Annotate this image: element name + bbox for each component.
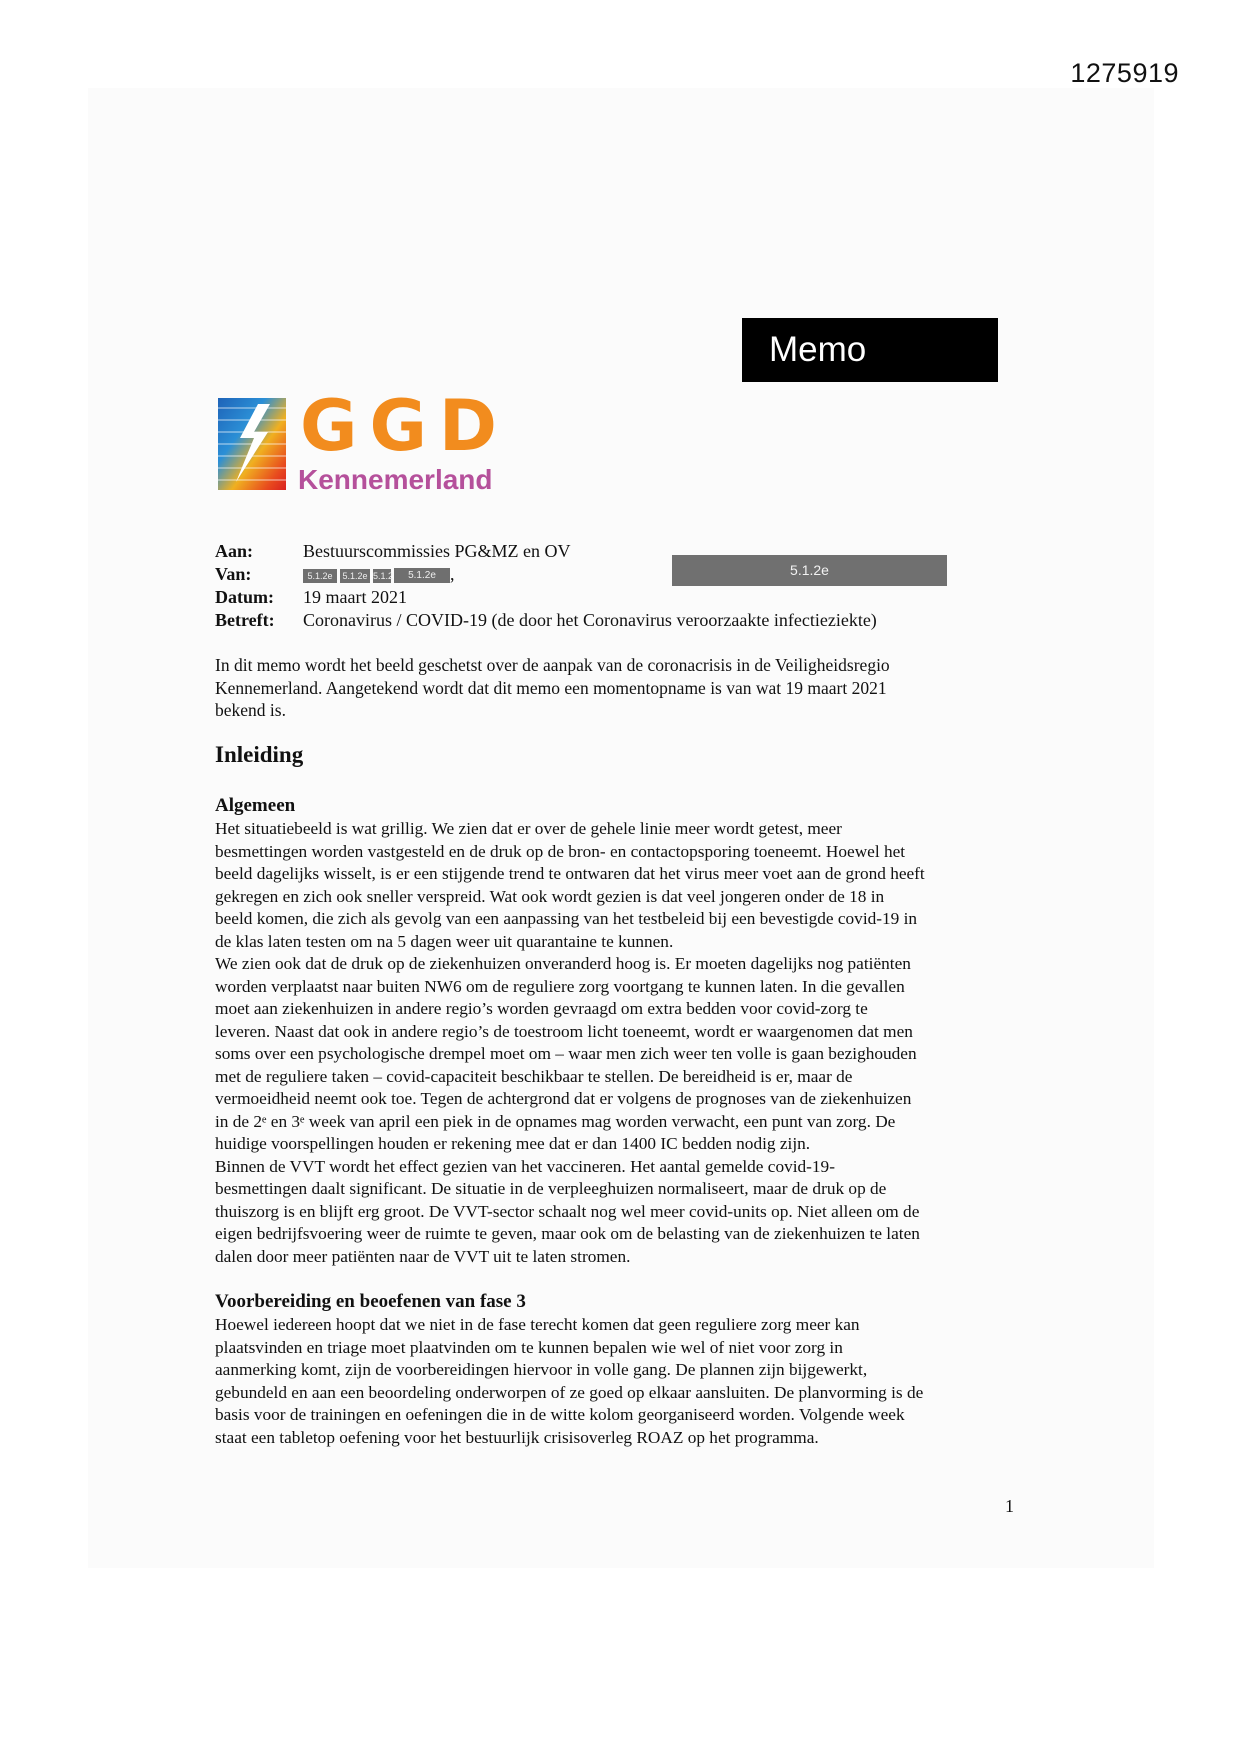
text-line: basis voor de trainingen en oefeningen die in de witte kolom georganiseerd worden. Volgende week — [215, 1405, 905, 1424]
text-line: thuiszorg is en blijft erg groot. De VVT-sector schaalt nog wel meer covid-units op. Niet alleen om de — [215, 1201, 920, 1221]
text-line: aanmerking komt, zijn de voorbereidingen hiervoor in volle gang. De plannen zijn bijgewerkt, — [215, 1360, 868, 1379]
datum-label: Datum: — [215, 587, 274, 607]
text-line: gekregen en zich ook sneller verspreid. Wat ook wordt gezien is dat veel jongeren onder de 18 in — [215, 886, 885, 906]
van-separator: , — [450, 564, 455, 584]
text-line: huidige voorspellingen houden er rekening mee dat er dan 1400 IC bedden nodig zijn. — [215, 1134, 811, 1153]
memo-label: Memo — [742, 318, 998, 382]
text-line: Kennemerland. Aangetekend wordt dat dit memo een momentopname is van wat 19 maart 2021 — [215, 677, 887, 698]
betreft-value: Coronavirus / COVID-19 (de door het Coronavirus veroorzaakte infectieziekte) — [303, 610, 877, 630]
redaction-box: 5.1.2e — [303, 569, 337, 583]
redaction-box: 5.1.2 — [373, 570, 394, 581]
text-line: Het situatiebeeld is wat grillig. We zien dat er over de gehele linie meer wordt getest, meer — [215, 819, 842, 838]
ggd-logo — [218, 385, 518, 496]
text-line: bekend is. — [215, 700, 286, 720]
aan-value: Bestuurscommissies PG&MZ en OV — [303, 541, 571, 561]
text-line: beeld komen, die zich als gevolg van een aanpassing van het testbeleid bij een bevestigde covid-19 in — [215, 909, 918, 928]
redaction-box: 5.1.2e — [340, 569, 370, 583]
text-line: met de reguliere taken – covid-capaciteit beschikbaar te stellen. De bereidheid is er, maar de — [215, 1066, 853, 1086]
van-label: Van: — [215, 564, 252, 584]
text-line: gebundeld en aan een beoordeling onderworpen of ze goed op elkaar aansluiten. De planvorming is de — [215, 1382, 924, 1402]
page-number: 1 — [1005, 1496, 1014, 1516]
ggd-logo-mark-icon — [218, 398, 286, 490]
text-line: besmettingen worden vastgesteld en de druk op de bron- en contactopsporing toeneemt. Hoewel het — [215, 841, 906, 861]
text-line: de klas laten testen om na 5 dagen weer uit quarantaine te kunnen. — [215, 931, 674, 951]
text-line: dalen door meer patiënten naar de VVT uit te laten stromen. — [215, 1246, 631, 1266]
header-row-van — [215, 563, 1035, 586]
subsection-heading-algemeen: Algemeen — [215, 795, 296, 816]
aan-label: Aan: — [215, 541, 254, 561]
section-heading: Inleiding — [215, 742, 304, 767]
text-line: in de 2ᵉ en 3ᵉ week van april een piek in de opnames mag worden verwacht, een punt van zorg. De — [215, 1111, 896, 1131]
betreft-label: Betreft: — [215, 610, 275, 630]
document-id: 1275919 — [1070, 58, 1179, 88]
logo-letters: GGD — [300, 385, 510, 467]
datum-value: 19 maart 2021 — [303, 587, 407, 607]
text-line: Hoewel iedereen hoopt dat we niet in de fase terecht komen dat geen reguliere zorg meer kan — [215, 1315, 860, 1334]
fase-3-body — [215, 1314, 1025, 1449]
van-value — [303, 563, 455, 586]
text-line: staat een tabletop oefening voor het bestuurlijk crisisoverleg ROAZ op het programma. — [215, 1427, 819, 1447]
text-line: We zien ook dat de druk op de ziekenhuizen onveranderd hoog is. Er moeten dagelijks nog patiënten — [215, 954, 911, 973]
redaction-box: 5.1.2e — [394, 568, 450, 583]
redaction-box-large: 5.1.2e — [672, 555, 947, 586]
text-line: vermoeidheid neemt ook toe. Tegen de achtergrond dat er volgens de prognoses van de ziekenhuizen — [215, 1089, 912, 1108]
text-line: worden verplaatst naar buiten NW6 om de reguliere zorg voortgang te kunnen laten. In die gevallen — [215, 976, 905, 996]
header-row-datum — [215, 586, 1035, 609]
text-line: In dit memo wordt het beeld geschetst over de aanpak van de coronacrisis in de Veiligheidsregio — [215, 655, 890, 675]
subsection-heading-fase-3: Voorbereiding en beoefenen van fase 3 — [215, 1291, 526, 1312]
intro-paragraph — [215, 654, 1015, 722]
logo-region: Kennemerland — [298, 464, 493, 495]
text-line: leveren. Naast dat ook in andere regio’s de toestroom licht toeneemt, wordt er waargenomen dat men — [215, 1021, 913, 1041]
header-row-betreft — [215, 609, 1035, 632]
text-line: Binnen de VVT wordt het effect gezien van het vaccineren. Het aantal gemelde covid-19- — [215, 1156, 835, 1176]
text-line: besmettingen daalt significant. De situatie in de verpleeghuizen normaliseert, maar de druk op de — [215, 1179, 887, 1198]
text-line: moet aan ziekenhuizen in andere regio’s worden gevraagd om extra bedden voor covid-zorg te — [215, 999, 868, 1018]
text-line: plaatsvinden en triage moet plaatvinden om te kunnen bepalen wie wel of niet voor zorg in — [215, 1337, 843, 1357]
text-line: soms over een psychologische drempel moet om – waar men zich weer ten volle is gaan bezighouden — [215, 1044, 917, 1063]
text-line: beeld dagelijks wisselt, is er een stijgende trend te ontwaren dat het virus meer voet aan de grond heeft — [215, 864, 925, 883]
algemeen-body — [215, 818, 1025, 1268]
text-line: eigen bedrijfsvoering weer de ruimte te geven, maar ook om de belasting van de ziekenhuizen te laten — [215, 1224, 920, 1243]
memo-header — [215, 540, 1035, 632]
